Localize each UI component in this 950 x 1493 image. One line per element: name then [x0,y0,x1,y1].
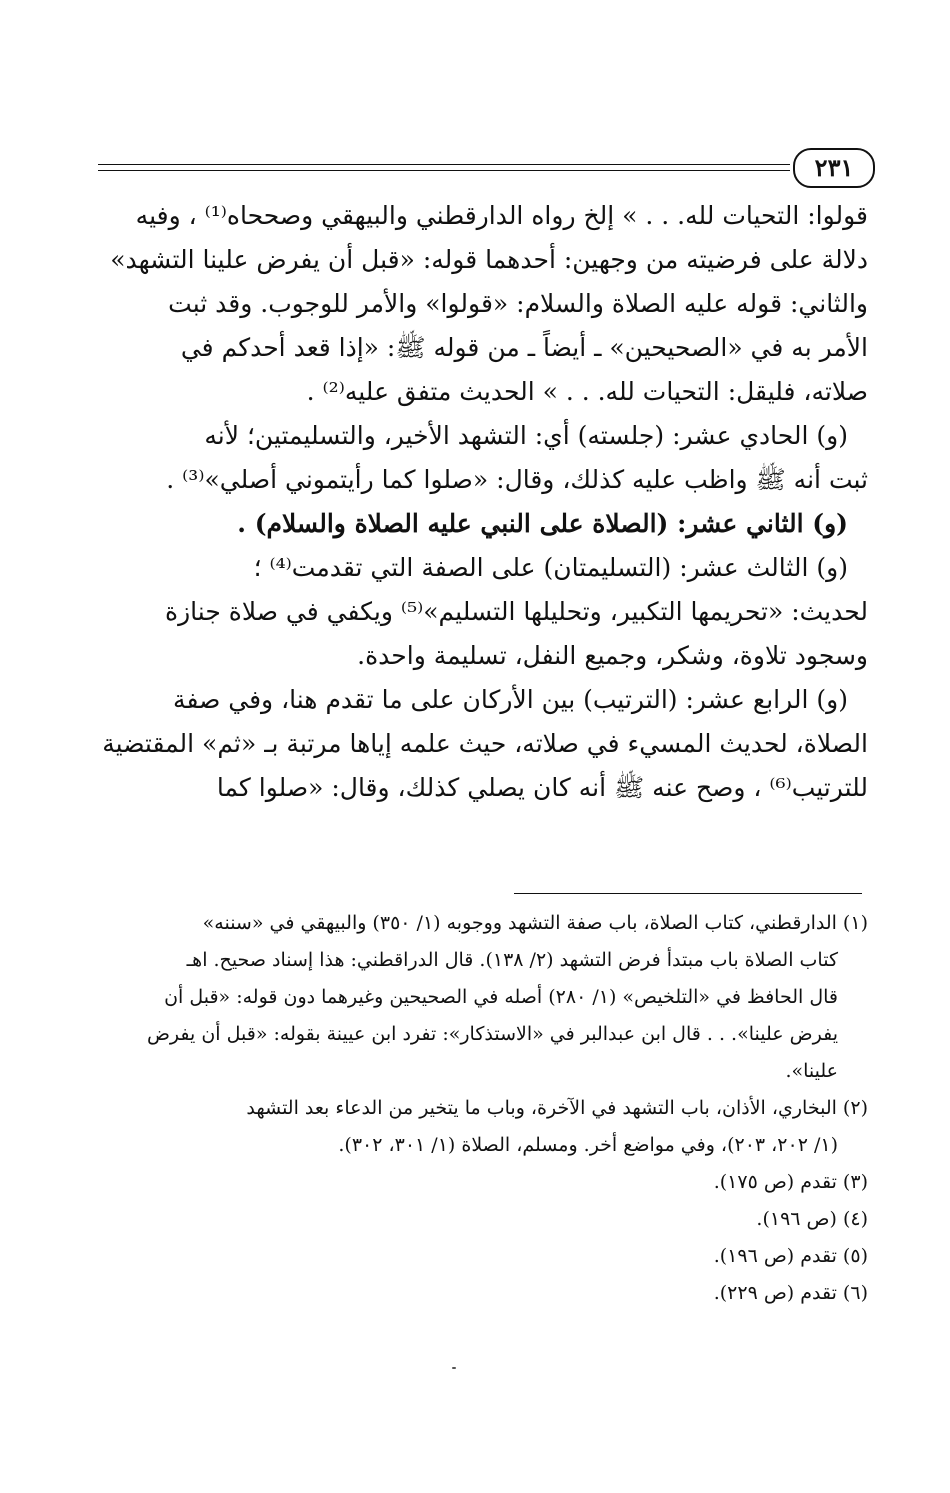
page-number: ٢٣١ [814,153,854,182]
footnote-separator [514,893,862,894]
header-rule [98,170,790,171]
footnote-line: يفرض علينا». . . قال ابن عبدالبر في «الاستذكار»: تفرد ابن عيينة بقوله: «قبل أن يفرض [146,1023,838,1045]
text-line: (و) الثالث عشر: (التسليمتان) على الصفة التي تقدمت⁽⁴⁾ ؛ [253,553,848,582]
text-line: (و) الحادي عشر: (جلسته) أي: التشهد الأخير، والتسليمتين؛ لأنه [204,421,848,450]
text-line: الأمر به في «الصحيحين» ـ أيضاً ـ من قوله ﷺ: «إذا قعد أحدكم في [180,333,868,362]
page-header [98,148,875,188]
footnote-line: (١) الدارقطني، كتاب الصلاة، باب صفة التشهد ووجوبه (١/ ٣٥٠) والبيهقي في «سننه» [202,912,868,934]
text-line: صلاته، فليقل: التحيات لله. . . » الحديث متفق عليه⁽²⁾ . [306,377,868,406]
text-line: (و) الرابع عشر: (الترتيب) بين الأركان على ما تقدم هنا، وفي صفة [173,685,848,714]
text-line: ثبت أنه ﷺ واظب عليه كذلك، وقال: «صلوا كما رأيتموني أصلي»⁽³⁾ . [166,465,868,494]
footnote-line: كتاب الصلاة باب مبتدأ فرض التشهد (٢/ ١٣٨). قال الدراقطني: هذا إسناد صحيح. اهـ [186,949,838,971]
page-number-frame [793,148,875,188]
footnote-line: (٢) البخاري، الأذان، باب التشهد في الآخرة، وباب ما يتخير من الدعاء بعد التشهد [246,1097,868,1119]
text-line: وسجود تلاوة، وشكر، وجميع النفل، تسليمة واحدة. [357,641,868,670]
footnote-line: قال الحافظ في «التلخيص» (١/ ٢٨٠) أصله في الصحيحين وغيرهما دون قوله: «قبل أن [164,986,838,1008]
footnote-line: (٣) تقدم (ص ١٧٥). [713,1171,868,1193]
text-line: دلالة على فرضيته من وجهين: أحدهما قوله: «قبل أن يفرض علينا التشهد» [110,245,868,274]
text-line: (و) الثاني عشر: (الصلاة على النبي عليه الصلاة والسلام) . [237,509,848,538]
text-line: الصلاة، لحديث المسيء في صلاته، حيث علمه إياها مرتبة بـ «ثم» المقتضية [102,729,868,758]
text-line: قولوا: التحيات لله. . . » إلخ رواه الدارقطني والبيهقي وصححاه⁽¹⁾ ، وفيه [135,201,868,230]
footnote-line: (٥) تقدم (ص ١٩٦). [713,1245,868,1267]
footnotes [98,905,868,1312]
text-line: للترتيب⁽⁶⁾ ، وصح عنه ﷺ أنه كان يصلي كذلك، وقال: «صلوا كما [216,773,868,802]
header-rule [98,164,790,165]
print-mark [452,1367,456,1369]
text-line: والثاني: قوله عليه الصلاة والسلام: «قولوا» والأمر للوجوب. وقد ثبت [168,289,868,318]
main-text [98,194,868,810]
text-line: لحديث: «تحريمها التكبير، وتحليلها التسليم»⁽⁵⁾ ويكفي في صلاة جنازة [164,597,868,626]
footnote-line: (١/ ٢٠٢، ٢٠٣)، وفي مواضع أخر. ومسلم، الصلاة (١/ ٣٠١، ٣٠٢). [338,1134,838,1156]
footnote-line: (٤) (ص ١٩٦). [756,1208,868,1230]
footnote-line: (٦) تقدم (ص ٢٢٩). [713,1282,868,1304]
footnote-line: علينا». [785,1060,838,1082]
